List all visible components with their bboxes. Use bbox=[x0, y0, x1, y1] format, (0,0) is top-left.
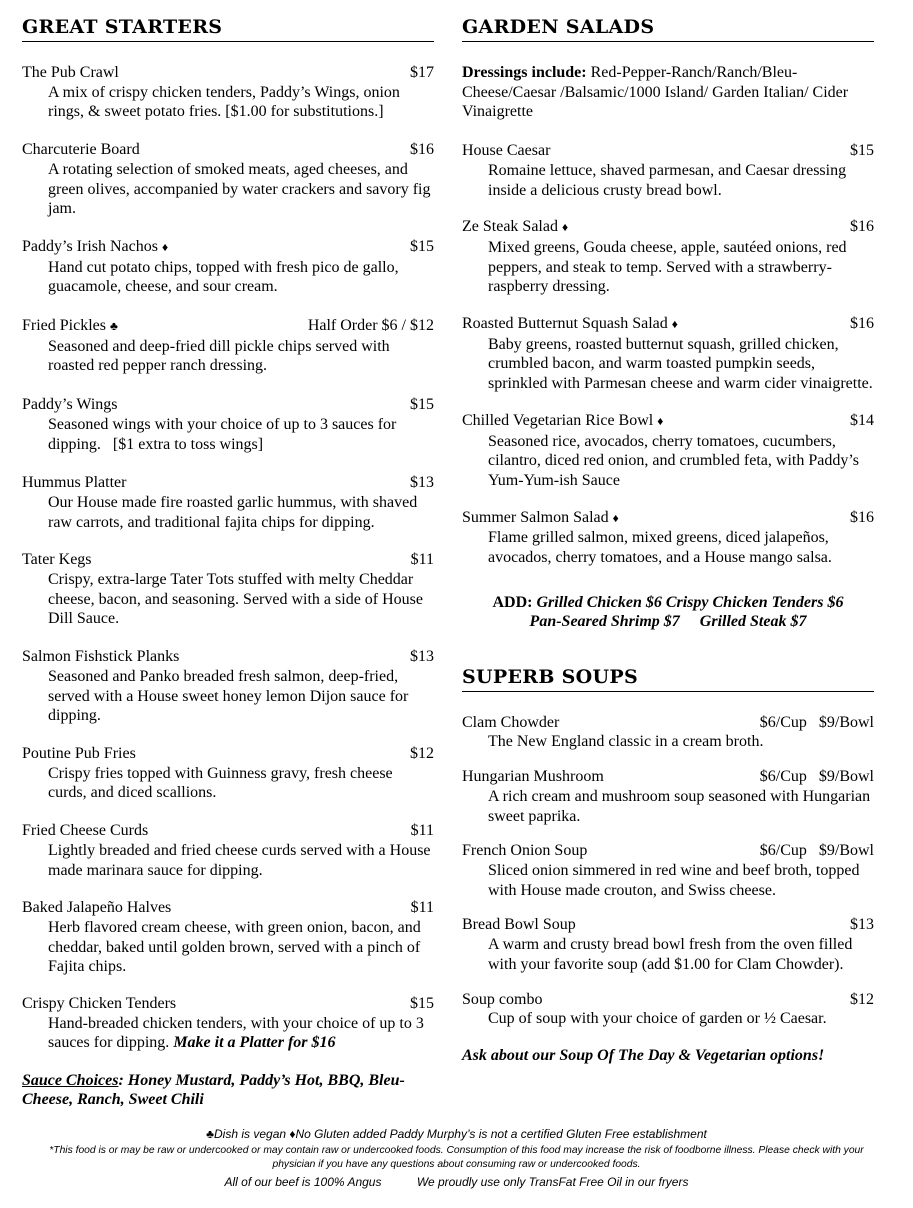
sauce-choices-label: Sauce Choices bbox=[22, 1072, 119, 1090]
menu-item-name: Hummus Platter bbox=[22, 474, 127, 492]
menu-item-description: Our House made fire roasted garlic hummus, with shaved raw carrots, and traditional fajita chips for dipping. bbox=[48, 493, 422, 531]
menu-item-name: Ze Steak Salad ♦ bbox=[462, 218, 569, 236]
diet-mark-icon: ♦ bbox=[561, 220, 569, 235]
menu-item-description: Crispy fries topped with Guinness gravy, fresh cheese curds, and diced scallions. bbox=[48, 764, 397, 802]
menu-item-description: Seasoned and Panko breaded fresh salmon, deep-fried, served with a House sweet honey lemon Dijon sauce for dipping. bbox=[48, 667, 413, 725]
menu-item-description: Cup of soup with your choice of garden or ½ Caesar. bbox=[488, 1010, 827, 1028]
menu-item-name: Charcuterie Board bbox=[22, 141, 140, 159]
menu-item-description: Baby greens, roasted butternut squash, grilled chicken, crumbled bacon, and warm toasted pumpkin seeds, sprinkled with Parmesan cheese and warm cider vinaigrette. bbox=[488, 335, 873, 393]
menu-item-price: $15 bbox=[850, 142, 874, 160]
menu-item bbox=[22, 316, 434, 376]
menu-item bbox=[462, 411, 874, 491]
soup-item bbox=[462, 841, 874, 900]
menu-item-price: $16 bbox=[410, 141, 434, 159]
menu-item-price: $17 bbox=[410, 64, 434, 81]
add-ons-line-2: Pan-Seared Shrimp $7 Grilled Steak $7 bbox=[529, 613, 807, 631]
menu-item-name: Bread Bowl Soup bbox=[462, 916, 576, 934]
soup-item bbox=[462, 713, 874, 752]
menu-item-name: Clam Chowder bbox=[462, 713, 560, 731]
menu-item-description: Crispy, extra-large Tater Tots stuffed with melty Cheddar cheese, bacon, and seasoning. Served with a side of House Dill Sauce. bbox=[48, 571, 427, 628]
menu-item-name: Hungarian Mushroom bbox=[462, 768, 604, 786]
menu-item-price: $16 bbox=[850, 315, 874, 333]
add-ons-line-1: Grilled Chicken $6 Crispy Chicken Tenders $6 bbox=[536, 593, 844, 611]
menu-item-name: The Pub Crawl bbox=[22, 64, 119, 81]
menu-item bbox=[22, 744, 434, 803]
menu-item-price: $16 bbox=[850, 218, 874, 236]
menu-item-description: Herb flavored cream cheese, with green onion, bacon, and cheddar, baked until golden brown, served with a pinch of Fajita chips. bbox=[48, 918, 425, 976]
menu-item-description: A rotating selection of smoked meats, aged cheeses, and green olives, accompanied by water crackers and savory fig jam. bbox=[48, 160, 435, 218]
soup-item bbox=[462, 915, 874, 974]
right-column bbox=[462, 14, 874, 1065]
menu-item bbox=[22, 550, 434, 629]
menu-item-name: Fried Pickles ♣ bbox=[22, 317, 118, 335]
menu-item-description: Seasoned and deep-fried dill pickle chips served with roasted red pepper ranch dressing. bbox=[48, 337, 394, 375]
menu-item bbox=[22, 140, 434, 219]
menu-item-price: $14 bbox=[850, 411, 874, 429]
section-heading-starters: GREAT STARTERS bbox=[22, 14, 434, 42]
menu-item-description: Hand-breaded chicken tenders, with your choice of up to 3 sauces for dipping. Make it a Platter for $16 bbox=[48, 1014, 424, 1052]
menu-item-description: Seasoned rice, avocados, cherry tomatoes, cucumbers, cilantro, diced red onion, and crumbled feta, with Paddy’s Yum-Yum-ish Sauce bbox=[488, 432, 860, 489]
menu-item bbox=[22, 63, 434, 122]
menu-item-description: A rich cream and mushroom soup seasoned with Hungarian sweet paprika. bbox=[488, 787, 871, 825]
dressings-note bbox=[462, 63, 874, 122]
menu-item-name: Roasted Butternut Squash Salad ♦ bbox=[462, 315, 678, 333]
menu-item bbox=[22, 395, 434, 454]
menu-item bbox=[22, 898, 434, 977]
menu-item-description: Romaine lettuce, shaved parmesan, and Caesar dressing inside a delicious crusty bread bowl. bbox=[488, 161, 847, 199]
section-heading-salads: GARDEN SALADS bbox=[462, 14, 874, 42]
menu-item-name: Paddy’s Wings bbox=[22, 396, 118, 414]
menu-item-description: Hand cut potato chips, topped with fresh pico de gallo, guacamole, cheese, and sour cream. bbox=[48, 258, 403, 296]
menu-item-price: $6/Cup $9/Bowl bbox=[759, 768, 874, 786]
diet-mark-icon: ♦ bbox=[161, 239, 169, 254]
menu-item-price: $15 bbox=[410, 995, 434, 1013]
menu-item-price: $13 bbox=[410, 474, 434, 492]
menu-item-name: Poutine Pub Fries bbox=[22, 744, 136, 762]
menu-item-name: Paddy’s Irish Nachos ♦ bbox=[22, 237, 169, 255]
menu-item-name: Crispy Chicken Tenders bbox=[22, 995, 177, 1013]
menu-item-description: A mix of crispy chicken tenders, Paddy’s Wings, onion rings, & sweet potato fries. [$1.00 for substitutions.] bbox=[48, 83, 404, 121]
soup-item bbox=[462, 990, 874, 1029]
menu-item-price: $11 bbox=[410, 899, 434, 917]
menu-item-price: $11 bbox=[410, 822, 434, 840]
menu-item bbox=[22, 473, 434, 532]
soup-item bbox=[462, 767, 874, 826]
menu-item-name: Soup combo bbox=[462, 990, 543, 1008]
menu-item-description: The New England classic in a cream broth. bbox=[488, 733, 764, 751]
dressings-list: Red-Pepper-Ranch/Ranch/Bleu-Cheese/Caesar /Balsamic/1000 Island/ Garden Italian/ Cider Vinaigrette bbox=[462, 64, 849, 121]
menu-item-price: $13 bbox=[410, 648, 434, 666]
menu-item bbox=[22, 237, 434, 297]
menu-item-price: $13 bbox=[850, 916, 874, 934]
menu-item-description: Seasoned wings with your choice of up to 3 sauces for dipping. [$1 extra to toss wings] bbox=[48, 415, 401, 453]
add-ons bbox=[462, 593, 874, 632]
starters-list bbox=[22, 63, 434, 977]
menu-item-description: Mixed greens, Gouda cheese, apple, sautéed onions, red peppers, and steak to temp. Served with a strawberry-raspberry dressing. bbox=[488, 238, 847, 296]
soup-of-day-note: Ask about our Soup Of The Day & Vegetarian options! bbox=[462, 1046, 825, 1064]
menu-item-name: Fried Cheese Curds bbox=[22, 822, 149, 840]
menu-item-name: Chilled Vegetarian Rice Bowl ♦ bbox=[462, 411, 664, 429]
sauce-choices-list: : Honey Mustard, Paddy’s Hot, BBQ, Bleu-Cheese, Ranch, Sweet Chili bbox=[22, 1072, 405, 1109]
menu-item-price: $15 bbox=[410, 237, 434, 255]
beef-note: All of our beef is 100% Angus bbox=[224, 1175, 382, 1189]
menu-item-price: $12 bbox=[850, 990, 874, 1008]
dressings-label: Dressings include: bbox=[462, 64, 587, 81]
menu-item-name: French Onion Soup bbox=[462, 842, 588, 860]
menu-item bbox=[22, 647, 434, 726]
menu-item bbox=[22, 821, 434, 880]
raw-food-warning: *This food is or may be raw or undercooked or may contain raw or undercooked foods. Consumption of this food may increase the risk of foodborne illness. Please check with your physician if you have any questions about consuming raw or undercooked foods. bbox=[49, 1145, 864, 1170]
diet-mark-icon: ♦ bbox=[657, 413, 664, 428]
left-column bbox=[22, 14, 434, 1109]
menu-item-name: Salmon Fishstick Planks bbox=[22, 648, 180, 666]
menu-item-price: Half Order $6 / $12 bbox=[307, 317, 434, 335]
menu-item-tenders bbox=[22, 994, 434, 1053]
menu-item-name: Summer Salmon Salad ♦ bbox=[462, 508, 619, 526]
diet-mark-icon: ♦ bbox=[612, 510, 619, 525]
menu-item bbox=[462, 508, 874, 568]
diet-mark-icon: ♦ bbox=[671, 317, 678, 332]
menu-item-description: Lightly breaded and fried cheese curds served with a House made marinara sauce for dipping. bbox=[48, 841, 435, 879]
menu-item-price: $15 bbox=[410, 396, 434, 414]
menu-item-name: House Caesar bbox=[462, 142, 551, 160]
diet-mark-icon: ♣ bbox=[110, 319, 118, 334]
menu-item-price: $6/Cup $9/Bowl bbox=[759, 713, 874, 731]
dietary-legend: ♣Dish is vegan ♦No Gluten added Paddy Murphy’s is not a certified Gluten Free establishment bbox=[206, 1127, 707, 1141]
salads-list bbox=[462, 141, 874, 568]
menu-item-name: Baked Jalapeño Halves bbox=[22, 899, 172, 917]
menu-item-description: A warm and crusty bread bowl fresh from the oven filled with your favorite soup (add $1.00 for Clam Chowder). bbox=[488, 936, 853, 973]
menu-item bbox=[462, 217, 874, 297]
oil-note: We proudly use only TransFat Free Oil in our fryers bbox=[416, 1175, 689, 1189]
menu-item-price: $6/Cup $9/Bowl bbox=[759, 842, 874, 860]
menu-item bbox=[462, 314, 874, 394]
section-heading-soups: SUPERB SOUPS bbox=[462, 664, 874, 692]
menu-item-price: $11 bbox=[410, 551, 434, 569]
sauce-choices bbox=[22, 1071, 434, 1109]
menu-item-description: Sliced onion simmered in red wine and beef broth, topped with House made crouton, and Swiss cheese. bbox=[488, 861, 860, 899]
menu-item-name: Tater Kegs bbox=[22, 551, 92, 569]
soups-list bbox=[462, 713, 874, 1029]
menu-item-price: $12 bbox=[410, 744, 434, 762]
menu-item-price: $16 bbox=[850, 508, 874, 526]
menu-item bbox=[462, 141, 874, 200]
menu-item-description: Flame grilled salmon, mixed greens, diced jalapeños, avocados, cherry tomatoes, and a House mango salsa. bbox=[488, 529, 832, 567]
platter-note: Make it a Platter for $16 bbox=[173, 1034, 336, 1052]
add-ons-label: ADD: bbox=[492, 593, 533, 611]
quality-notes bbox=[0, 1174, 913, 1190]
